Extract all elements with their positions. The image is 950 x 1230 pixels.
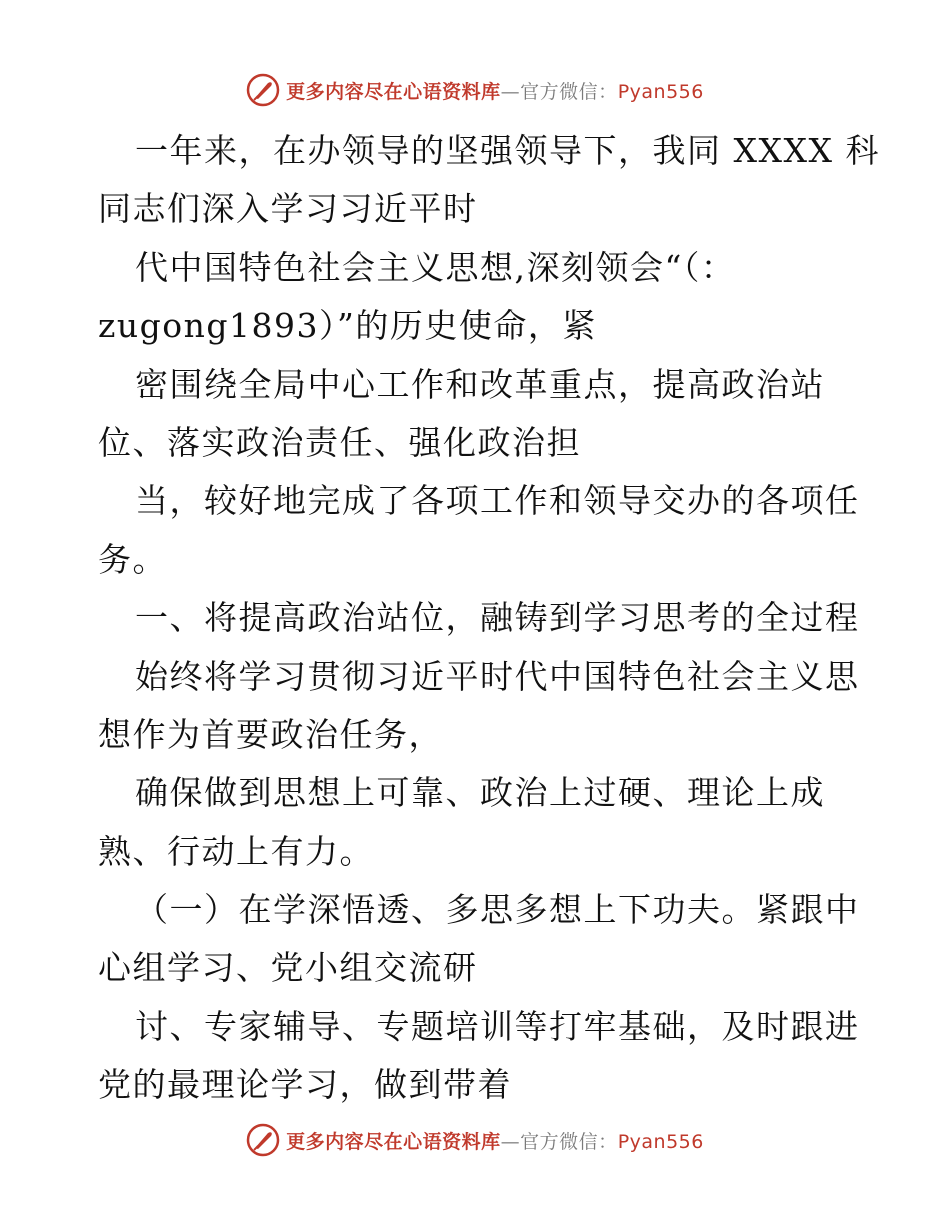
banner-main-text: 更多内容尽在心语资料库 [286, 1130, 501, 1153]
banner-dash: — [500, 80, 521, 103]
banner-official-text: 官方微信： [520, 80, 618, 103]
feather-pen-logo-icon [246, 73, 280, 107]
document-body [98, 122, 880, 1115]
feather-pen-logo-icon [246, 1123, 280, 1157]
text-line: 一、将提高政治站位，融铸到学习思考的全过程 [135, 598, 860, 638]
banner-text [286, 77, 704, 104]
text-line: 心组学习、党小组交流研 [98, 948, 478, 988]
text-line: 确保做到思想上可靠、政治上过硬、理论上成 [135, 773, 825, 813]
text-line: 密围绕全局中心工作和改革重点，提高政治站 [135, 364, 825, 404]
text-line: 同志们深入学习习近平时 [98, 189, 478, 229]
footer-banner [0, 1120, 950, 1160]
banner-official-text: 官方微信： [520, 1130, 618, 1153]
text-line: zugong1893）”的历史使命，紧 [98, 306, 597, 346]
text-line: 务。 [98, 539, 167, 579]
banner-wechat-id: Pyan556 [617, 80, 704, 103]
text-line: 代中国特色社会主义思想,深刻领会“（： [135, 247, 736, 287]
text-line: 熟、行动上有力。 [98, 831, 374, 871]
text-line: 当，较好地完成了各项工作和领导交办的各项任 [135, 481, 860, 521]
text-line: 想作为首要政治任务， [98, 714, 443, 754]
banner-wechat-id: Pyan556 [617, 1130, 704, 1153]
banner-main-text: 更多内容尽在心语资料库 [286, 80, 501, 103]
text-line: 始终将学习贯彻习近平时代中国特色社会主义思 [135, 656, 860, 696]
text-line: 位、落实政治责任、强化政治担 [98, 422, 581, 462]
banner-text [286, 1127, 704, 1154]
text-line: （一）在学深悟透、多思多想上下功夫。紧跟中 [135, 890, 860, 930]
text-line: 党的最理论学习，做到带着 [98, 1065, 512, 1105]
text-line: 一年来，在办领导的坚强领导下，我同 XXXX 科 [135, 131, 880, 170]
header-banner [0, 70, 950, 110]
banner-dash: — [500, 1130, 521, 1153]
text-line: 讨、专家辅导、专题培训等打牢基础，及时跟进 [135, 1006, 860, 1046]
